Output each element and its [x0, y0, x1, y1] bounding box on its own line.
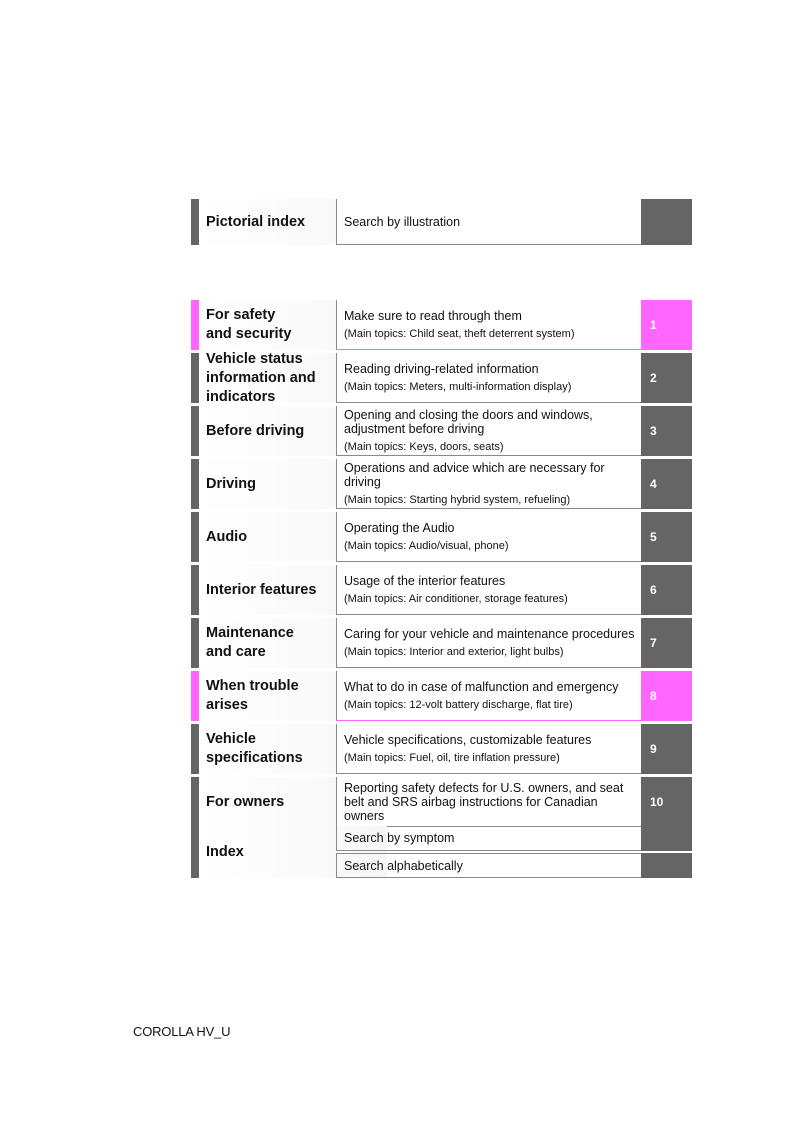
chapter-row[interactable] — [191, 350, 692, 405]
chapter-description-cell — [336, 406, 641, 456]
section-bar — [191, 618, 199, 668]
pictorial-index-description-cell — [336, 199, 641, 245]
chapter-title — [206, 459, 336, 509]
pictorial-index-title — [206, 199, 336, 245]
chapter-row[interactable] — [191, 300, 692, 350]
chapter-title — [206, 406, 336, 456]
chapter-number-tab[interactable] — [641, 671, 692, 721]
chapter-number: 3 — [650, 424, 657, 438]
chapter-description: Operations and advice which are necessary for driving — [344, 460, 605, 489]
chapter-title-line: Driving — [206, 475, 256, 492]
section-bar — [191, 777, 199, 827]
chapter-description: Reporting safety defects for U.S. owners, and seat belt and SRS airbag instructions for Canadian owners — [344, 780, 624, 823]
chapter-number: 9 — [650, 742, 657, 756]
chapter-title-line: Maintenance — [206, 625, 294, 641]
chapter-number: 8 — [650, 689, 657, 703]
chapter-title-line: Vehicle — [206, 731, 256, 747]
chapter-number-tab[interactable] — [641, 618, 692, 668]
chapter-description-cell — [336, 300, 641, 350]
chapter-main-topics: (Main topics: Starting hybrid system, refueling) — [344, 493, 571, 506]
chapter-description: Opening and closing the doors and windows, adjustment before driving — [344, 407, 593, 436]
index-title-text: Index — [206, 843, 244, 860]
chapter-number-tab[interactable] — [641, 512, 692, 562]
chapter-number-tab[interactable] — [641, 406, 692, 456]
chapter-title-line: For owners — [206, 793, 285, 810]
section-bar — [191, 459, 199, 509]
pictorial-index-tab[interactable] — [641, 199, 692, 245]
section-bar — [191, 300, 199, 350]
chapter-description-cell — [336, 618, 641, 668]
chapter-number: 6 — [650, 583, 657, 597]
chapter-description-cell — [336, 777, 641, 827]
chapter-number-tab[interactable] — [641, 565, 692, 615]
chapter-description-cell — [336, 565, 641, 615]
section-bar — [191, 199, 199, 245]
chapter-description-cell — [336, 353, 641, 403]
chapter-number: 2 — [650, 371, 657, 385]
chapter-description: Operating the Audio — [344, 520, 455, 535]
chapter-main-topics: (Main topics: Air conditioner, storage features) — [344, 592, 568, 605]
chapter-number-tab[interactable] — [641, 459, 692, 509]
chapter-description: What to do in case of malfunction and emergency — [344, 679, 619, 694]
chapter-main-topics: (Main topics: Keys, doors, seats) — [344, 440, 504, 453]
section-bar — [191, 512, 199, 562]
chapter-description: Usage of the interior features — [344, 573, 506, 588]
chapter-number: 1 — [650, 318, 657, 332]
chapter-number: 5 — [650, 530, 657, 544]
chapter-title — [206, 565, 336, 615]
chapter-number-tab[interactable] — [641, 724, 692, 774]
chapter-description-cell — [336, 512, 641, 562]
chapter-title-line: Vehicle status — [206, 350, 303, 367]
chapter-main-topics: (Main topics: Meters, multi-information display) — [344, 380, 572, 393]
chapter-description-cell — [336, 724, 641, 774]
chapter-row[interactable] — [191, 406, 692, 456]
chapter-title-line: arises — [206, 697, 248, 713]
section-bar — [191, 353, 199, 403]
chapter-title — [206, 300, 336, 350]
index-tab-symptom[interactable] — [641, 826, 692, 851]
chapter-title-line: Audio — [206, 528, 248, 545]
chapter-title — [206, 350, 336, 405]
index-item-alphabetical[interactable] — [336, 853, 641, 878]
index-row — [191, 826, 692, 878]
chapter-number-tab[interactable] — [641, 300, 692, 350]
section-bar — [191, 565, 199, 615]
chapter-description-cell — [336, 671, 641, 721]
section-bar — [191, 724, 199, 774]
chapter-title-line: specifications — [206, 750, 303, 766]
pictorial-index-title-text: Pictorial index — [206, 213, 306, 230]
chapter-number-tab[interactable] — [641, 777, 692, 827]
chapter-title — [206, 618, 336, 668]
chapter-number: 7 — [650, 636, 657, 650]
chapter-description-cell — [336, 459, 641, 509]
chapter-title-line: indicators — [206, 388, 276, 405]
chapter-title-line: and security — [206, 326, 292, 342]
chapter-description: Caring for your vehicle and maintenance procedures — [344, 626, 635, 641]
chapter-title-line: Before driving — [206, 422, 305, 439]
chapter-title — [206, 512, 336, 562]
index-title — [206, 826, 336, 878]
index-item-symptom[interactable] — [336, 826, 641, 851]
chapter-row[interactable] — [191, 512, 692, 562]
chapter-row[interactable] — [191, 459, 692, 509]
chapter-title-line: Interior features — [206, 581, 317, 598]
chapter-main-topics: (Main topics: Interior and exterior, light bulbs) — [344, 645, 564, 658]
footer-model-code: COROLLA HV_U — [133, 1024, 231, 1039]
chapter-row[interactable] — [191, 671, 692, 721]
chapter-row[interactable] — [191, 618, 692, 668]
chapter-main-topics: (Main topics: 12-volt battery discharge, flat tire) — [344, 698, 573, 711]
chapter-title — [206, 671, 336, 721]
section-bar — [191, 406, 199, 456]
index-item-label: Search alphabetically — [344, 858, 463, 873]
pictorial-index-description: Search by illustration — [344, 214, 461, 229]
chapter-description: Vehicle specifications, customizable features — [344, 732, 592, 747]
chapter-main-topics: (Main topics: Child seat, theft deterrent system) — [344, 327, 575, 340]
chapter-title-line: When trouble — [206, 678, 299, 694]
index-tab-alphabetical[interactable] — [641, 853, 692, 878]
pictorial-index-row[interactable] — [191, 199, 692, 245]
chapter-title-line: information and — [206, 369, 316, 386]
section-bar — [191, 671, 199, 721]
chapter-title-line: and care — [206, 644, 266, 660]
chapter-description: Reading driving-related information — [344, 361, 539, 376]
chapter-number-tab[interactable] — [641, 353, 692, 403]
chapter-description: Make sure to read through them — [344, 308, 522, 323]
chapter-row[interactable] — [191, 724, 692, 774]
chapter-main-topics: (Main topics: Audio/visual, phone) — [344, 539, 509, 552]
chapter-row[interactable] — [191, 565, 692, 615]
chapter-number: 4 — [650, 477, 657, 491]
chapter-title-line: For safety — [206, 307, 276, 323]
chapter-row[interactable] — [191, 777, 692, 827]
chapter-main-topics: (Main topics: Fuel, oil, tire inflation pressure) — [344, 751, 560, 764]
chapter-title — [206, 777, 336, 827]
chapter-number: 10 — [650, 795, 664, 809]
section-bar — [191, 826, 199, 878]
index-item-label: Search by symptom — [344, 831, 455, 845]
chapter-title — [206, 724, 336, 774]
